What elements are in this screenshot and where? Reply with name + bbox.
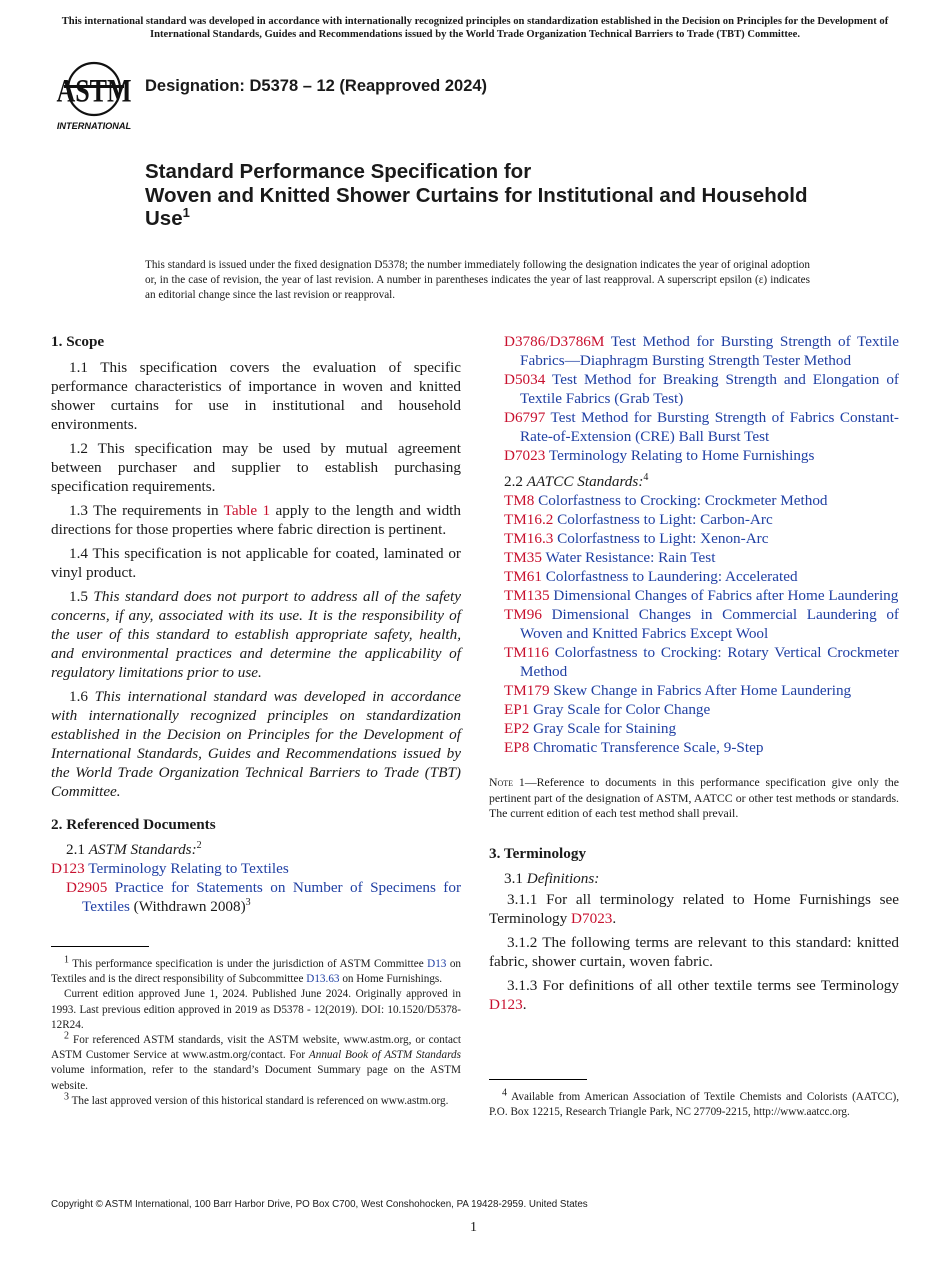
d13-link[interactable]: D13: [427, 958, 447, 970]
ref-item[interactable]: TM16.3 Colorfastness to Light: Xenon-Arc: [504, 530, 769, 547]
ref-item[interactable]: D123 Terminology Relating to Textiles: [51, 860, 289, 877]
footnote-2: $^2$ For referenced ASTM standards, visit the ASTM website, www.astm.org, or contact ASTM Customer Service at www.astm.org/contact. For Annual Book of ASTM Standards volume information, refer to the standard’s Document Summary page on the ASTM website.: [51, 1030, 461, 1092]
ref-item[interactable]: TM116 Colorfastness to Crocking: Rotary Vertical Crockmeter Method: [504, 644, 899, 680]
astm-logo: [52, 58, 136, 132]
footnote-rule: [51, 946, 149, 947]
ref-item[interactable]: TM179 Skew Change in Fabrics After Home Laundering: [504, 682, 852, 699]
footnote-3: $^3$ The last approved version of this historical standard is referenced on www.astm.org.: [64, 1091, 449, 1107]
designation: Designation: D5378 – 12 (Reapproved 2024): [145, 77, 488, 95]
para-1-2: 1.2 This specification may be used by mutual agreement between purchaser and supplier to establish purchasing specification requirements.: [51, 440, 461, 495]
section-heading-referenced-documents: 2. Referenced Documents: [51, 816, 216, 833]
ref-item[interactable]: TM96 Dimensional Changes in Commercial Laundering of Woven and Knitted Fabrics Except Wool: [504, 606, 899, 642]
d123-link[interactable]: D123: [489, 995, 523, 1013]
note-1: Note 1—Reference to documents in this performance specification give only the pertinent part of the designation of ASTM, AATCC or other test methods or standards. The current edition of each test method shall prevail.: [489, 775, 900, 820]
table-1-link[interactable]: Table 1: [223, 502, 271, 519]
footnote-4: $^4$ Available from American Association of Textile Chemists and Colorists (AATCC), P.O. Box 12215, Research Triangle Park, NC 27709-2215, http://www.aatcc.org.: [489, 1087, 899, 1119]
footnote-1: $^1$ This performance specification is under the jurisdiction of ASTM Committee D13 on Textiles and is the direct responsibility of Subcommittee D13.63 on Home Furnishings.: [51, 954, 462, 986]
para-3-1-1: 3.1.1 For all terminology related to Home Furnishings see Terminology D7023.: [489, 890, 899, 927]
ref-item[interactable]: EP1 Gray Scale for Color Change: [504, 701, 711, 718]
copyright: Copyright © ASTM International, 100 Barr Harbor Drive, PO Box C700, West Conshohocken, PA 19428-2959. United States: [51, 1199, 588, 1210]
title-line-1: Standard Performance Specification for: [145, 160, 532, 183]
svg-text:INTERNATIONAL: INTERNATIONAL: [56, 121, 132, 131]
footnotes-right: [489, 1087, 899, 1120]
para-1-3: 1.3 The requirements in Table 1 apply to the length and width directions for those properties where fabric direction is pertinent.: [51, 502, 461, 538]
title-line-2: Woven and Knitted Shower Curtains for Institutional and Household Use$^1$: [145, 183, 808, 230]
ref-item[interactable]: TM61 Colorfastness to Laundering: Accelerated: [504, 568, 798, 585]
left-column: [51, 332, 461, 916]
para-3-1-2: 3.1.2 The following terms are relevant to this standard: knitted fabric, shower curtain, woven fabric.: [489, 933, 899, 970]
ref-item[interactable]: TM35 Water Resistance: Rain Test: [504, 549, 716, 566]
tbt-notice: This international standard was developed in accordance with internationally recognized principles on standardization established in the Decision on Principles for the Development of International Standards, Guides and Recommendations issued by the World Trade Organization Technical Barriers to Trade (TBT) Committee.: [61, 16, 889, 40]
para-2-1: 2.1 ASTM Standards:$^2$: [66, 839, 202, 858]
issuance-note: This standard is issued under the fixed designation D5378; the number immediately following the designation indicates the year of original adoption or, in the case of revision, the year of last revision. A number in parentheses indicates the year of last reapproval. A superscript epsilon (ε) indicates an editorial change since the last revision or reapproval.: [145, 259, 810, 302]
ref-item[interactable]: TM8 Colorfastness to Crocking: Crockmeter Method: [504, 492, 828, 509]
section-heading-scope: 1. Scope: [51, 333, 105, 350]
d13-63-link[interactable]: D13.63: [306, 973, 340, 986]
ref-item[interactable]: TM135 Dimensional Changes of Fabrics after Home Laundering: [504, 587, 899, 604]
ref-item[interactable]: TM16.2 Colorfastness to Light: Carbon-Arc: [504, 511, 773, 528]
ref-item[interactable]: D7023 Terminology Relating to Home Furnishings: [504, 447, 815, 464]
para-1-6: 1.6 This international standard was developed in accordance with internationally recognized principles on standardization established in the Decision on Principles for the Development of International Standards, Guides and Recommendations issued by the World Trade Organization Technical Barriers to Trade (TBT) Committee.: [51, 688, 461, 800]
footnotes-left: [51, 954, 462, 1109]
d7023-link[interactable]: D7023: [571, 909, 613, 927]
para-1-5: 1.5 This standard does not purport to address all of the safety concerns, if any, associated with its use. It is the responsibility of the user of this standard to establish appropriate safety, health, and environmental practices and determine the applicability of regulatory limitations prior to use.: [51, 588, 462, 681]
page-number: 1: [470, 1220, 477, 1235]
section-heading-terminology: 3. Terminology: [489, 844, 587, 862]
document-title: [145, 160, 845, 231]
ref-item[interactable]: EP8 Chromatic Transference Scale, 9-Step: [504, 739, 764, 756]
ref-item[interactable]: EP2 Gray Scale for Staining: [504, 720, 677, 737]
svg-text:ASTM: ASTM: [56, 74, 132, 110]
right-column: [489, 332, 899, 1019]
ref-item[interactable]: D6797 Test Method for Bursting Strength of Fabrics Constant-Rate-of-Extension (CRE) Ball Burst Test: [504, 409, 899, 445]
footnote-rule: [489, 1079, 587, 1080]
ref-item[interactable]: D5034 Test Method for Breaking Strength and Elongation of Textile Fabrics (Grab Test): [504, 371, 899, 407]
ref-item[interactable]: D3786/D3786M Test Method for Bursting Strength of Textile Fabrics—Diaphragm Bursting Strength Tester Method: [504, 333, 899, 369]
para-1-1: 1.1 This specification covers the evaluation of specific performance characteristics of importance in woven and knitted shower curtains for use in institutional and household environments.: [51, 359, 461, 433]
ref-item[interactable]: D2905 Practice for Statements on Number of Specimens for Textiles (Withdrawn 2008)$^3$: [66, 879, 461, 915]
para-2-2: 2.2 AATCC Standards:$^4$: [504, 471, 649, 490]
para-3-1: 3.1 Definitions:: [504, 869, 600, 887]
footnote-1-edition: Current edition approved June 1, 2024. Published June 2024. Originally approved in 1993. Last previous edition approved in 2019 as D5378 - 12(2019). DOI: 10.1520/D5378-12R24.: [51, 988, 461, 1031]
para-1-4: 1.4 This specification is not applicable for coated, laminated or vinyl product.: [51, 545, 461, 581]
para-3-1-3: 3.1.3 For definitions of all other textile terms see Terminology D123.: [489, 976, 899, 1013]
